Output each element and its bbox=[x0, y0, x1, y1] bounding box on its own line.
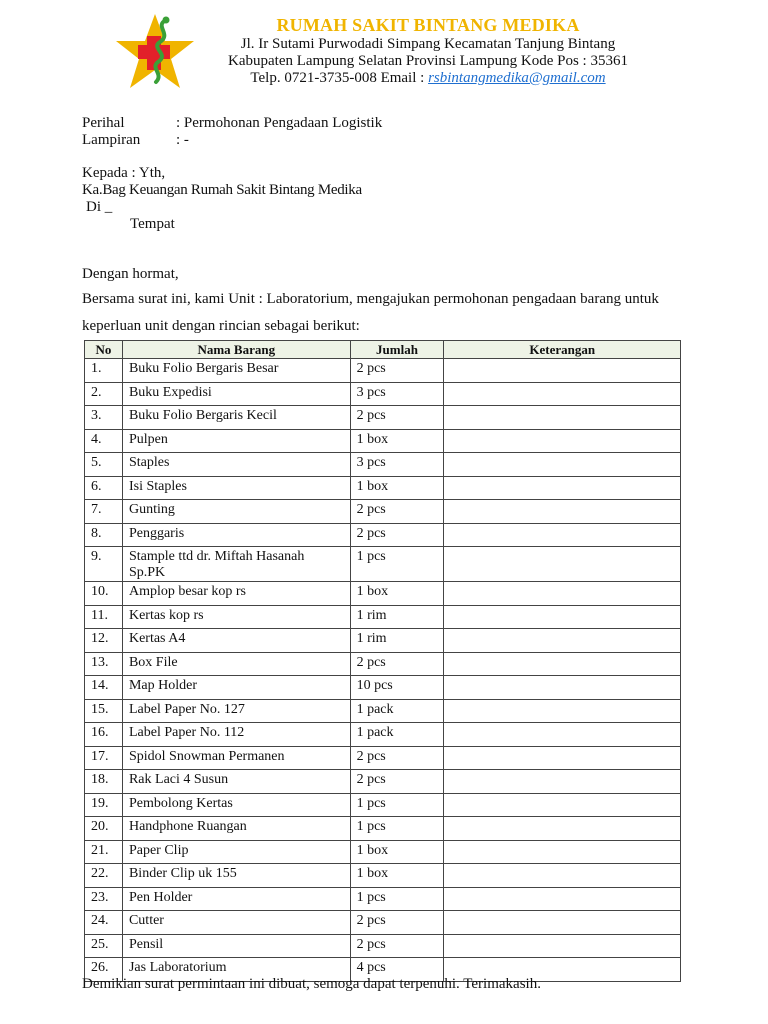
cell-keterangan bbox=[444, 770, 681, 794]
table-row bbox=[85, 429, 681, 453]
intro-line-2: keperluan unit dengan rincian sebagai berikut: bbox=[82, 318, 360, 334]
cell-keterangan bbox=[444, 406, 681, 430]
header-keterangan: Keterangan bbox=[444, 341, 681, 359]
cell-jumlah: 3 pcs bbox=[350, 382, 444, 406]
cell-jumlah: 1 pcs bbox=[350, 793, 444, 817]
cell-nama: Label Paper No. 127 bbox=[122, 699, 350, 723]
table-row bbox=[85, 605, 681, 629]
intro-line-1: Bersama surat ini, kami Unit : Laboratorium, mengajukan permohonan pengadaan barang untuk bbox=[82, 291, 659, 307]
cell-nama: Pensil bbox=[122, 934, 350, 958]
cell-jumlah: 2 pcs bbox=[350, 406, 444, 430]
header-no: No bbox=[85, 341, 123, 359]
cell-no: 23. bbox=[85, 887, 123, 911]
table-row bbox=[85, 746, 681, 770]
hospital-name: RUMAH SAKIT BINTANG MEDIKA bbox=[276, 15, 580, 35]
table-row bbox=[85, 864, 681, 888]
address-line-1: Jl. Ir Sutami Purwodadi Simpang Kecamatan Tanjung Bintang bbox=[240, 36, 616, 52]
cell-no: 16. bbox=[85, 723, 123, 747]
cell-keterangan bbox=[444, 547, 681, 582]
cell-keterangan bbox=[444, 864, 681, 888]
recipient-line-1: Kepada : Yth, bbox=[82, 165, 166, 181]
cell-no: 21. bbox=[85, 840, 123, 864]
items-table bbox=[84, 340, 681, 982]
cell-no: 5. bbox=[85, 453, 123, 477]
contact-prefix: Telp. 0721-3735-008 Email : bbox=[250, 70, 429, 86]
cell-no: 22. bbox=[85, 864, 123, 888]
perihal-value: : Permohonan Pengadaan Logistik bbox=[176, 115, 383, 131]
cell-keterangan bbox=[444, 476, 681, 500]
cell-nama: Spidol Snowman Permanen bbox=[122, 746, 350, 770]
cell-no: 18. bbox=[85, 770, 123, 794]
cell-keterangan bbox=[444, 911, 681, 935]
cell-jumlah: 1 box bbox=[350, 429, 444, 453]
cell-no: 25. bbox=[85, 934, 123, 958]
cell-no: 7. bbox=[85, 500, 123, 524]
recipient-line-3: Di _ bbox=[86, 199, 113, 215]
address-line-2: Kabupaten Lampung Selatan Provinsi Lampung Kode Pos : 35361 bbox=[228, 53, 628, 69]
cell-nama: Kertas A4 bbox=[122, 629, 350, 653]
table-row bbox=[85, 793, 681, 817]
table-row bbox=[85, 723, 681, 747]
cell-keterangan bbox=[444, 382, 681, 406]
cell-jumlah: 1 rim bbox=[350, 629, 444, 653]
cell-no: 9. bbox=[85, 547, 123, 582]
cell-jumlah: 2 pcs bbox=[350, 746, 444, 770]
cell-nama: Buku Expedisi bbox=[122, 382, 350, 406]
lampiran-label: Lampiran bbox=[82, 132, 141, 148]
table-row bbox=[85, 629, 681, 653]
star-medical-cross-logo bbox=[114, 12, 196, 90]
cell-nama: Pembolong Kertas bbox=[122, 793, 350, 817]
table-row bbox=[85, 523, 681, 547]
cell-nama: Handphone Ruangan bbox=[122, 817, 350, 841]
cell-no: 19. bbox=[85, 793, 123, 817]
greeting: Dengan hormat, bbox=[82, 266, 179, 282]
table-row bbox=[85, 500, 681, 524]
cell-keterangan bbox=[444, 582, 681, 606]
cell-keterangan bbox=[444, 887, 681, 911]
cell-jumlah: 2 pcs bbox=[350, 523, 444, 547]
cell-no: 12. bbox=[85, 629, 123, 653]
cell-nama: Label Paper No. 112 bbox=[122, 723, 350, 747]
cell-nama: Buku Folio Bergaris Kecil bbox=[122, 406, 350, 430]
cell-jumlah: 2 pcs bbox=[350, 359, 444, 383]
cell-jumlah: 1 pcs bbox=[350, 547, 444, 582]
cell-keterangan bbox=[444, 629, 681, 653]
cell-no: 24. bbox=[85, 911, 123, 935]
recipient-line-2: Ka.Bag Keuangan Rumah Sakit Bintang Medika bbox=[82, 182, 362, 198]
cell-nama: Isi Staples bbox=[122, 476, 350, 500]
table-row bbox=[85, 887, 681, 911]
cell-nama: Stample ttd dr. Miftah Hasanah Sp.PK bbox=[122, 547, 350, 582]
cell-jumlah: 1 box bbox=[350, 864, 444, 888]
table-row bbox=[85, 676, 681, 700]
cell-no: 13. bbox=[85, 652, 123, 676]
cell-keterangan bbox=[444, 523, 681, 547]
cell-jumlah: 1 box bbox=[350, 476, 444, 500]
header-nama: Nama Barang bbox=[122, 341, 350, 359]
table-row bbox=[85, 582, 681, 606]
table-row bbox=[85, 476, 681, 500]
cell-jumlah: 2 pcs bbox=[350, 934, 444, 958]
table-row bbox=[85, 911, 681, 935]
cell-no: 15. bbox=[85, 699, 123, 723]
cell-jumlah: 1 pcs bbox=[350, 887, 444, 911]
cell-nama: Map Holder bbox=[122, 676, 350, 700]
cell-jumlah: 10 pcs bbox=[350, 676, 444, 700]
cell-nama: Buku Folio Bergaris Besar bbox=[122, 359, 350, 383]
header-jumlah: Jumlah bbox=[350, 341, 444, 359]
cell-keterangan bbox=[444, 429, 681, 453]
table-row bbox=[85, 547, 681, 582]
cell-no: 4. bbox=[85, 429, 123, 453]
perihal-line bbox=[82, 115, 382, 132]
cell-jumlah: 1 pcs bbox=[350, 817, 444, 841]
cell-no: 20. bbox=[85, 817, 123, 841]
table-row bbox=[85, 934, 681, 958]
table-row bbox=[85, 359, 681, 383]
cell-jumlah: 1 box bbox=[350, 840, 444, 864]
lampiran-line bbox=[82, 132, 189, 149]
cell-keterangan bbox=[444, 723, 681, 747]
cell-nama: Binder Clip uk 155 bbox=[122, 864, 350, 888]
cell-nama: Jas Laboratorium bbox=[122, 958, 350, 982]
table-row bbox=[85, 652, 681, 676]
cell-nama: Gunting bbox=[122, 500, 350, 524]
cell-nama: Penggaris bbox=[122, 523, 350, 547]
table-row bbox=[85, 817, 681, 841]
cell-jumlah: 2 pcs bbox=[350, 911, 444, 935]
recipient-line-4: Tempat bbox=[130, 216, 175, 232]
cell-jumlah: 2 pcs bbox=[350, 500, 444, 524]
table-header-row bbox=[85, 341, 681, 359]
table-row bbox=[85, 382, 681, 406]
cell-no: 1. bbox=[85, 359, 123, 383]
cell-jumlah: 2 pcs bbox=[350, 770, 444, 794]
contact-line bbox=[214, 70, 642, 87]
cell-nama: Kertas kop rs bbox=[122, 605, 350, 629]
cell-keterangan bbox=[444, 605, 681, 629]
cell-nama: Rak Laci 4 Susun bbox=[122, 770, 350, 794]
perihal-label: Perihal bbox=[82, 115, 125, 131]
cell-nama: Pulpen bbox=[122, 429, 350, 453]
cell-jumlah: 1 box bbox=[350, 582, 444, 606]
cell-nama: Staples bbox=[122, 453, 350, 477]
cell-jumlah: 3 pcs bbox=[350, 453, 444, 477]
table-row bbox=[85, 840, 681, 864]
cell-no: 17. bbox=[85, 746, 123, 770]
cell-keterangan bbox=[444, 453, 681, 477]
cell-no: 6. bbox=[85, 476, 123, 500]
cell-keterangan bbox=[444, 793, 681, 817]
cell-jumlah: 1 pack bbox=[350, 723, 444, 747]
cell-keterangan bbox=[444, 500, 681, 524]
cell-keterangan bbox=[444, 817, 681, 841]
cell-keterangan bbox=[444, 652, 681, 676]
cell-jumlah: 4 pcs bbox=[350, 958, 444, 982]
table-row bbox=[85, 453, 681, 477]
letterhead bbox=[0, 0, 768, 100]
cell-no: 11. bbox=[85, 605, 123, 629]
cell-no: 10. bbox=[85, 582, 123, 606]
email-link[interactable]: rsbintangmedika@gmail.com bbox=[428, 70, 606, 86]
cell-nama: Amplop besar kop rs bbox=[122, 582, 350, 606]
table-row bbox=[85, 406, 681, 430]
table-row bbox=[85, 770, 681, 794]
cell-nama: Cutter bbox=[122, 911, 350, 935]
lampiran-value: : - bbox=[176, 132, 189, 148]
table-row bbox=[85, 699, 681, 723]
cell-no: 3. bbox=[85, 406, 123, 430]
cell-keterangan bbox=[444, 934, 681, 958]
cell-nama: Paper Clip bbox=[122, 840, 350, 864]
cell-jumlah: 2 pcs bbox=[350, 652, 444, 676]
cell-jumlah: 1 rim bbox=[350, 605, 444, 629]
cell-nama: Box File bbox=[122, 652, 350, 676]
cell-no: 26. bbox=[85, 958, 123, 982]
closing-sentence: Demikian surat permintaan ini dibuat, semoga dapat terpenuhi. Terimakasih. bbox=[82, 976, 541, 992]
cell-no: 14. bbox=[85, 676, 123, 700]
cell-keterangan bbox=[444, 699, 681, 723]
cell-keterangan bbox=[444, 746, 681, 770]
cell-jumlah: 1 pack bbox=[350, 699, 444, 723]
cell-no: 8. bbox=[85, 523, 123, 547]
cell-keterangan bbox=[444, 359, 681, 383]
cell-nama: Pen Holder bbox=[122, 887, 350, 911]
cell-keterangan bbox=[444, 840, 681, 864]
cell-no: 2. bbox=[85, 382, 123, 406]
cell-keterangan bbox=[444, 676, 681, 700]
